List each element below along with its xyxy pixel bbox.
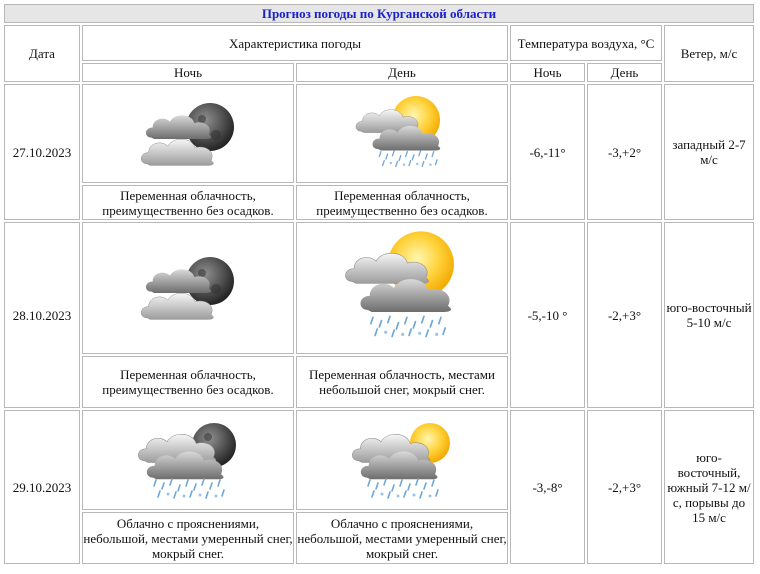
temp-day-cell: -3,+2° bbox=[587, 84, 662, 220]
header-wind: Ветер, м/с bbox=[664, 25, 754, 82]
night-icon-cell bbox=[82, 410, 294, 510]
sun-cloud-snow-icon bbox=[350, 94, 454, 174]
sun-cloud-snow-icon bbox=[346, 417, 458, 503]
table-row bbox=[4, 410, 754, 510]
table-title: Прогноз погоды по Курганской области bbox=[4, 4, 754, 23]
forecast-table bbox=[2, 2, 756, 566]
cloudy-moon-icon bbox=[136, 248, 240, 328]
wind-cell: юго-восточный, южный 7-12 м/с, порывы до 15 м/с bbox=[664, 410, 754, 564]
day-description: Переменная облачность, местами небольшой снег, мокрый снег. bbox=[296, 356, 508, 408]
header-night: Ночь bbox=[82, 63, 294, 82]
header-temp-day: День bbox=[587, 63, 662, 82]
sun-cloud-snow-icon bbox=[340, 229, 464, 347]
temp-day-cell: -2,+3° bbox=[587, 410, 662, 564]
night-description: Переменная облачность, преимущественно без осадков. bbox=[82, 185, 294, 220]
moon-cloud-snow-icon bbox=[132, 417, 244, 503]
day-description: Переменная облачность, преимущественно без осадков. bbox=[296, 185, 508, 220]
date-cell: 27.10.2023 bbox=[4, 84, 80, 220]
night-description: Переменная облачность, преимущественно без осадков. bbox=[82, 356, 294, 408]
table-row bbox=[4, 222, 754, 354]
wind-cell: западный 2-7 м/с bbox=[664, 84, 754, 220]
temp-day-cell: -2,+3° bbox=[587, 222, 662, 408]
date-cell: 28.10.2023 bbox=[4, 222, 80, 408]
day-description: Облачно с прояснениями, небольшой, местами умеренный снег, мокрый снег. bbox=[296, 512, 508, 564]
day-icon-cell bbox=[296, 84, 508, 183]
header-date: Дата bbox=[4, 25, 80, 82]
day-icon-cell bbox=[296, 410, 508, 510]
wind-cell: юго-восточный 5-10 м/с bbox=[664, 222, 754, 408]
header-temp-night: Ночь bbox=[510, 63, 585, 82]
night-description: Облачно с прояснениями, небольшой, местами умеренный снег, мокрый снег. bbox=[82, 512, 294, 564]
night-icon-cell bbox=[82, 84, 294, 183]
header-weather: Характеристика погоды bbox=[82, 25, 508, 61]
table-row bbox=[4, 84, 754, 183]
temp-night-cell: -3,-8° bbox=[510, 410, 585, 564]
header-day: День bbox=[296, 63, 508, 82]
night-icon-cell bbox=[82, 222, 294, 354]
date-cell: 29.10.2023 bbox=[4, 410, 80, 564]
temp-night-cell: -5,-10 ° bbox=[510, 222, 585, 408]
day-icon-cell bbox=[296, 222, 508, 354]
cloudy-moon-icon bbox=[136, 97, 240, 171]
temp-night-cell: -6,-11° bbox=[510, 84, 585, 220]
header-temperature: Температура воздуха, °С bbox=[510, 25, 662, 61]
